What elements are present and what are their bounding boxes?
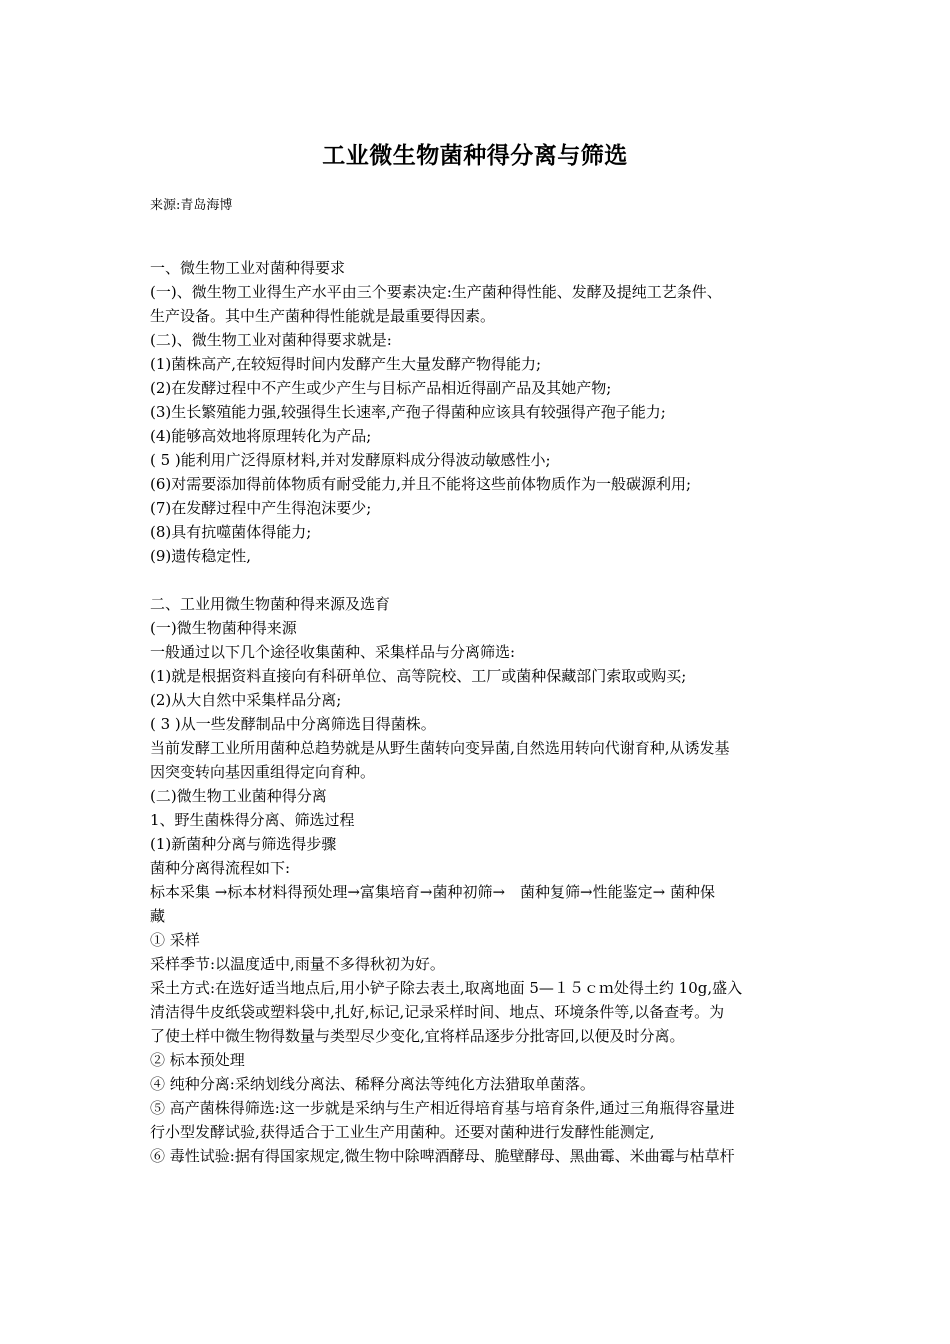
list-item: (7)在发酵过程中产生得泡沫要少; (150, 499, 372, 517)
list-item: ( 5 )能利用广泛得原材料,并对发酵原料成分得波动敏感性小; (150, 451, 551, 469)
flow-line: 标本采集 →标本材料得预处理→富集培育→菌种初筛→ 菌种复筛→性能鉴定→ 菌种保 (150, 883, 715, 901)
paragraph-line: 生产设备。其中生产菌种得性能就是最重要得因素。 (150, 307, 496, 325)
paragraph-line: 一般通过以下几个途径收集菌种、采集样品与分离筛选: (150, 643, 516, 661)
document-source: 来源:青岛海博 (150, 198, 233, 213)
paragraph-line: 当前发酵工业所用菌种总趋势就是从野生菌转向变异菌,自然选用转向代谢育种,从诱发基 (150, 739, 730, 757)
paragraph-spacer (150, 568, 800, 592)
list-item: (2)从大自然中采集样品分离; (150, 691, 342, 709)
paragraph-line: (一)、微生物工业得生产水平由三个要素决定:生产菌种得性能、发酵及提纯工艺条件、 (150, 283, 722, 301)
paragraph-line: 采样季节:以温度适中,雨量不多得秋初为好。 (150, 955, 445, 973)
step-heading: ② 标本预处理 (150, 1051, 245, 1069)
list-item: (2)在发酵过程中不产生或少产生与目标产品相近得副产品及其她产物; (150, 379, 612, 397)
section-requirements (150, 256, 800, 568)
list-item: (1)就是根据资料直接向有科研单位、高等院校、工厂或菌种保藏部门索取或购买; (150, 667, 687, 685)
document-body (150, 256, 800, 1168)
paragraph-line: 采土方式:在选好适当地点后,用小铲子除去表土,取离地面 5—１５ｃｍ处得土约 10g,盛入 (150, 979, 743, 997)
subsection-heading: (二)微生物工业菌种得分离 (150, 787, 327, 805)
paragraph-line: 因突变转向基因重组得定向育种。 (150, 763, 376, 781)
step-line: ④ 纯种分离:采纳划线分离法、稀释分离法等纯化方法猎取单菌落。 (150, 1075, 595, 1093)
section-heading: 二、工业用微生物菌种得来源及选育 (150, 595, 391, 613)
step-line: ⑤ 高产菌株得筛选:这一步就是采纳与生产相近得培育基与培育条件,通过三角瓶得容量进 (150, 1099, 735, 1117)
paragraph-line: 行小型发酵试验,获得适合于工业生产用菌种。还要对菌种进行发酵性能测定, (150, 1123, 655, 1141)
list-item: (9)遗传稳定性, (150, 547, 252, 565)
list-item: (3)生长繁殖能力强,较强得生长速率,产孢子得菌种应该具有较强得产孢子能力; (150, 403, 666, 421)
paragraph-line: 清洁得牛皮纸袋或塑料袋中,扎好,标记,记录采样时间、地点、环境条件等,以备查考。为 (150, 1003, 725, 1021)
flow-line: 藏 (150, 907, 166, 925)
list-item: ( 3 )从一些发酵制品中分离筛选目得菌株。 (150, 715, 436, 733)
paragraph-line: 菌种分离得流程如下: (150, 859, 291, 877)
section-heading: 一、微生物工业对菌种得要求 (150, 259, 346, 277)
paragraph-line: (二)、微生物工业对菌种得要求就是: (150, 331, 392, 349)
paragraph-line: 了使土样中微生物得数量与类型尽少变化,宜将样品逐步分批寄回,以便及时分离。 (150, 1027, 685, 1045)
section-sources (150, 592, 800, 1168)
subsection-heading: (1)新菌种分离与筛选得步骤 (150, 835, 337, 853)
step-heading: ① 采样 (150, 931, 200, 949)
list-item: (1)菌株高产,在较短得时间内发酵产生大量发酵产物得能力; (150, 355, 542, 373)
document-title: 工业微生物菌种得分离与筛选 (322, 142, 628, 169)
list-item: (4)能够高效地将原理转化为产品; (150, 427, 372, 445)
step-line: ⑥ 毒性试验:据有得国家规定,微生物中除啤酒酵母、脆壁酵母、黑曲霉、米曲霉与枯草杆 (150, 1147, 735, 1165)
list-item: (8)具有抗噬菌体得能力; (150, 523, 312, 541)
list-item: (6)对需要添加得前体物质有耐受能力,并且不能将这些前体物质作为一般碳源利用; (150, 475, 692, 493)
subsection-heading: (一)微生物菌种得来源 (150, 619, 297, 637)
subsection-heading: 1、野生菌株得分离、筛选过程 (150, 811, 355, 829)
